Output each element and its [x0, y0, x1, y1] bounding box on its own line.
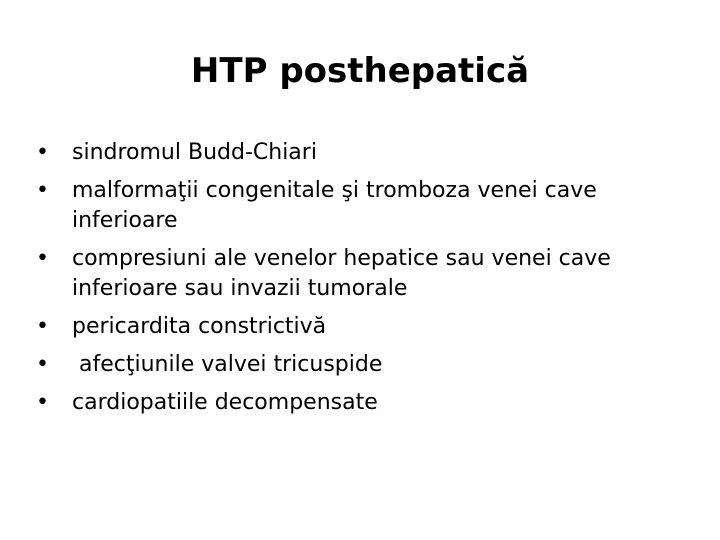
bullet-dot-icon: • [36, 314, 49, 339]
list-item [36, 138, 676, 168]
bullet-dot-icon: • [36, 140, 49, 165]
bullet-text: malformaţii congenitale şi tromboza venei cave inferioare [72, 178, 604, 233]
bullet-dot-icon: • [36, 352, 49, 377]
list-item [36, 244, 676, 304]
bullet-text: cardiopatiile decompensate [72, 390, 378, 415]
list-item [36, 176, 676, 236]
list-item [36, 312, 676, 342]
bullet-dot-icon: • [36, 178, 49, 203]
bullet-text: compresiuni ale venelor hepatice sau venei cave inferioare sau invazii tumorale [72, 246, 618, 301]
bullet-text: sindromul Budd-Chiari [72, 140, 317, 165]
bullet-list [36, 138, 676, 426]
bullet-dot-icon: • [36, 390, 49, 415]
bullet-text: pericardita constrictivă [72, 314, 327, 339]
bullet-text: afecţiunile valvei tricuspide [72, 352, 383, 377]
slide-title: HTP posthepatică [190, 51, 530, 91]
list-item [36, 350, 676, 380]
bullet-dot-icon: • [36, 246, 49, 271]
list-item [36, 388, 676, 418]
